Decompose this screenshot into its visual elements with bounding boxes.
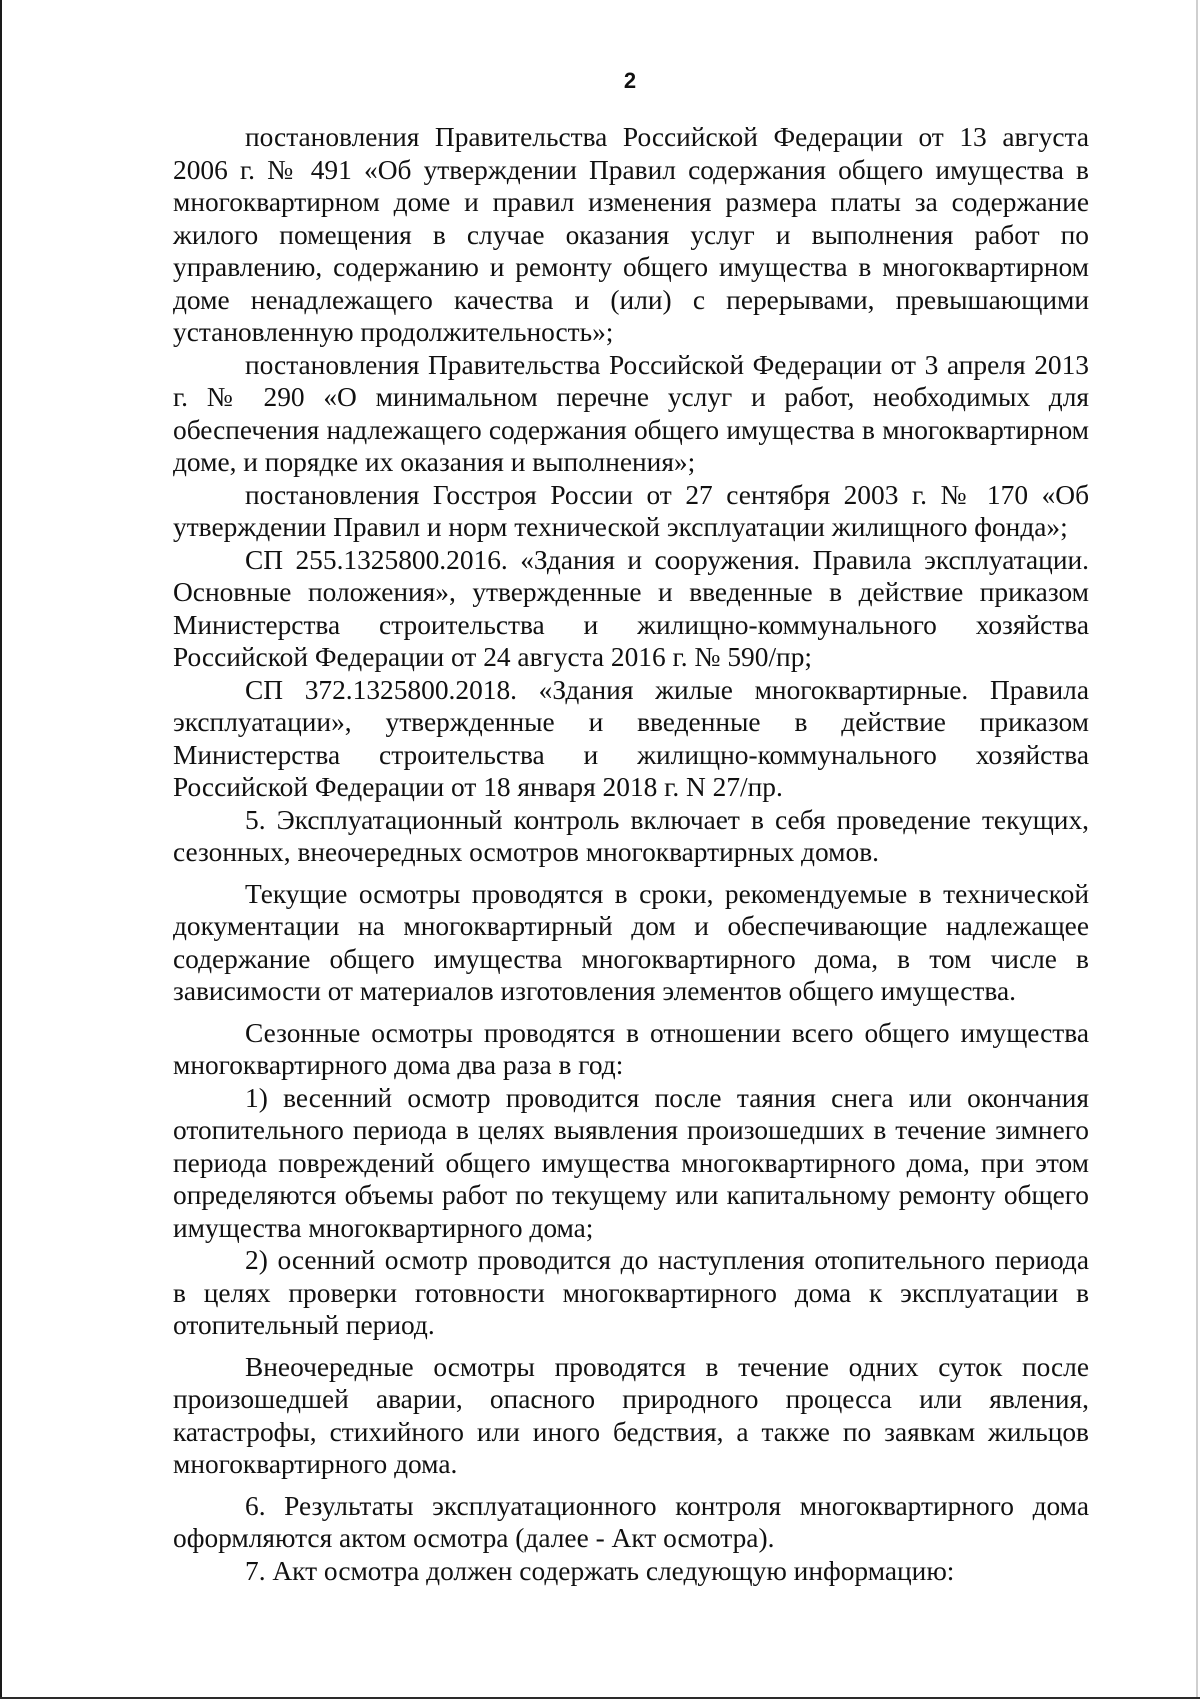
paragraph-item-5: 5. Эксплуатационный контроль включает в себя проведение текущих, сезонных, внеочередных осмотров многоквартирных домов. xyxy=(173,804,1089,867)
paragraph-item-7: 7. Акт осмотра должен содержать следующую информацию: xyxy=(245,1555,955,1586)
scan-edge-left xyxy=(0,0,2,1699)
paragraph-sp-372: СП 372.1325800.2018. «Здания жилые многоквартирные. Правила эксплуатации», утвержденные и введенные в действие приказом Министерства строительства и жилищно-коммунального хозяйства Российской Федерации от 18 января 2018 г. N 27/пр. xyxy=(173,674,1089,802)
paragraph-autumn-inspection: 2) осенний осмотр проводится до наступления отопительного периода в целях проверки готовности многоквартирного дома к эксплуатации в отопительный период. xyxy=(173,1245,1089,1340)
paragraph-gosstroy-170: постановления Госстроя России от 27 сентября 2003 г. № 170 «Об утверждении Правил и норм технической эксплуатации жилищного фонда»; xyxy=(173,479,1089,542)
paragraph-seasonal-inspections: Сезонные осмотры проводятся в отношении всего общего имущества многоквартирного дома два раза в год: xyxy=(173,1017,1089,1080)
paragraph-decree-491: постановления Правительства Российской Федерации от 13 августа 2006 г. № 491 «Об утверждении Правил содержания общего имущества в многоквартирном доме и правил изменения размера платы за содержание жилого помещения в случае оказания услуг и выполнения работ по управлению, содержанию и ремонту общего имущества в многоквартирном доме ненадлежащего качества и (или) с перерывами, превышающими установленную продолжительность»; xyxy=(173,122,1089,347)
page-number: 2 xyxy=(623,68,637,93)
scan-edge-right xyxy=(1196,0,1198,1699)
paragraph-spring-inspection: 1) весенний осмотр проводится после таяния снега или окончания отопительного периода в целях выявления произошедших в течение зимнего периода повреждений общего имущества многоквартирного дома, при этом определяются объемы работ по текущему или капитальному ремонту общего имущества многоквартирного дома; xyxy=(173,1082,1089,1243)
paragraph-decree-290: постановления Правительства Российской Федерации от 3 апреля 2013 г. № 290 «О минимальном перечне услуг и работ, необходимых для обеспечения надлежащего содержания общего имущества в многоквартирном доме, и порядке их оказания и выполнения»; xyxy=(173,349,1089,477)
paragraph-extraordinary-inspections: Внеочередные осмотры проводятся в течение одних суток после произошедшей аварии, опасного природного процесса или явления, катастрофы, стихийного или иного бедствия, а также по заявкам жильцов многоквартирного дома. xyxy=(173,1351,1089,1479)
paragraph-sp-255: СП 255.1325800.2016. «Здания и сооружения. Правила эксплуатации. Основные положения», утвержденные и введенные в действие приказом Министерства строительства и жилищно-коммунального хозяйства Российской Федерации от 24 августа 2016 г. № 590/пр; xyxy=(173,544,1089,672)
paragraph-current-inspections: Текущие осмотры проводятся в сроки, рекомендуемые в технической документации на многоквартирный дом и обеспечивающие надлежащее содержание общего имущества многоквартирного дома, в том числе в зависимости от материалов изготовления элементов общего имущества. xyxy=(173,878,1089,1006)
paragraph-item-6: 6. Результаты эксплуатационного контроля многоквартирного дома оформляются актом осмотра (далее - Акт осмотра). xyxy=(173,1490,1089,1553)
document-body xyxy=(173,121,1089,1587)
